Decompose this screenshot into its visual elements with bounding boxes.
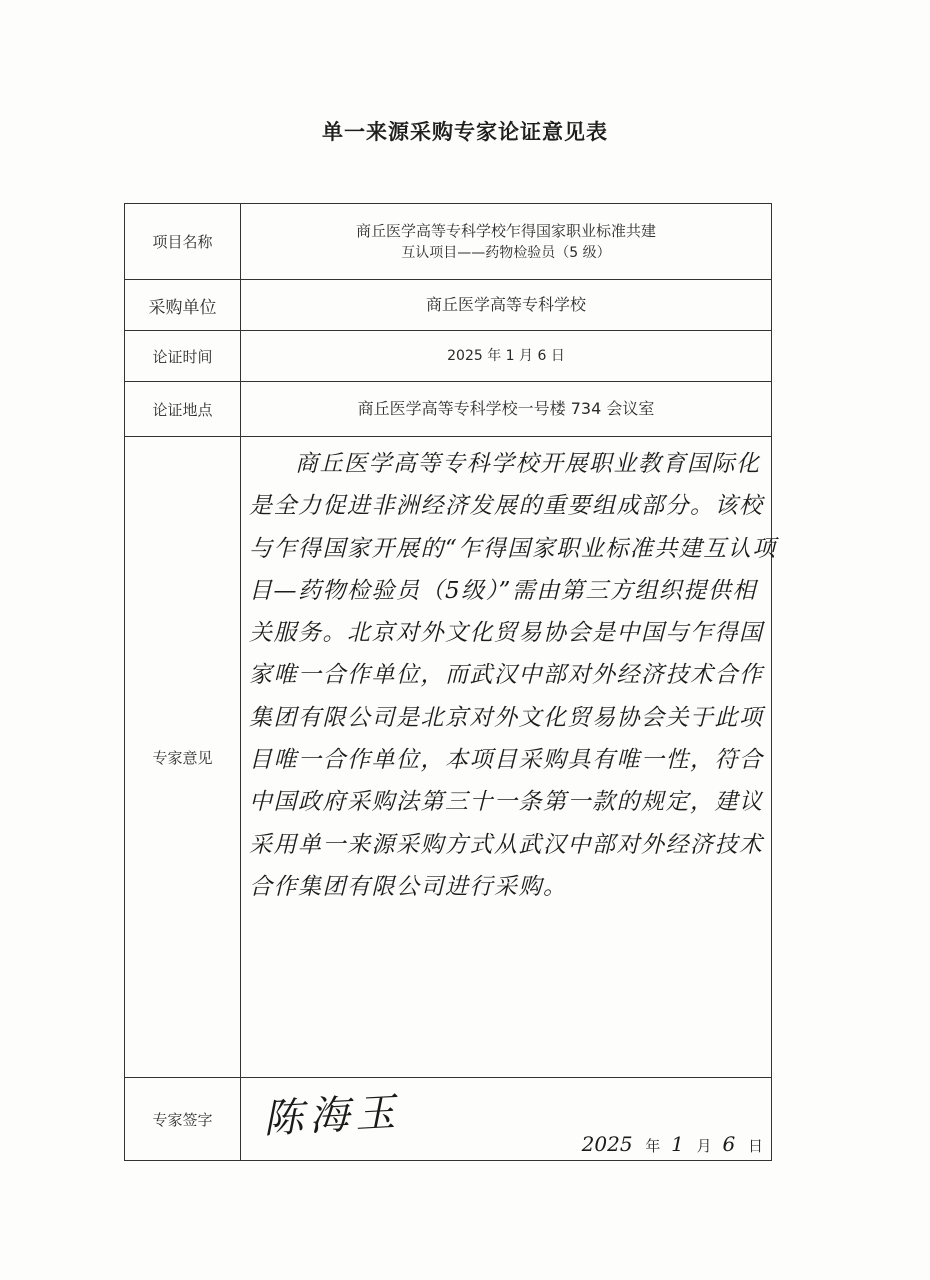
purchaser-label: 采购单位 [125,280,241,331]
project-name-line2: 互认项目——药物检验员（5 级） [401,244,611,261]
signature-date-day: 6 [722,1132,736,1156]
opinion-cell [241,437,777,1078]
signature-date [582,1132,763,1156]
table-row-time [125,331,772,382]
table-row-signature [125,1078,772,1161]
signature-cell [241,1078,772,1161]
signature-date-month-unit: 月 [696,1137,712,1155]
table-row-opinion [125,437,772,1078]
handwritten-signature: 陈海玉 [262,1089,403,1143]
project-name-value [241,204,772,280]
table-row-purchaser [125,280,772,331]
table-row-place [125,382,772,437]
expert-opinion-form [124,203,777,1161]
signature-date-year-unit: 年 [645,1137,661,1155]
time-label: 论证时间 [125,331,241,382]
signature-date-month: 1 [671,1132,684,1156]
signature-date-day-unit: 日 [747,1137,763,1155]
handwritten-opinion-text: 商丘医学高等专科学校开展职业教育国际化是全力促进非洲经济发展的重要组成部分。该校与乍得国家开展的“乍得国家职业标准共建互认项目—药物检验员（5级）”需由第三方组织提供相关服务。北京对外文化贸易协会是中国与乍得国家唯一合作单位，而武汉中部对外经济技术合作集团有限公司是北京对外文化贸易协会关于此项目唯一合作单位，本项目采购具有唯一性，符合中国政府采购法第三十一条第一款的规定，建议采用单一来源采购方式从武汉中部对外经济技术合作集团有限公司进行采购。 [249,451,777,900]
project-name-label: 项目名称 [125,204,241,280]
opinion-label: 专家意见 [125,437,241,1078]
project-name-line1: 商丘医学高等专科学校乍得国家职业标准共建 [355,221,656,240]
purchaser-value: 商丘医学高等专科学校 [241,280,772,331]
place-label: 论证地点 [125,382,241,437]
page-title: 单一来源采购专家论证意见表 [322,120,608,144]
time-value: 2025 年 1 月 6 日 [241,331,772,382]
signature-date-year: 2025 [581,1132,633,1156]
signature-label: 专家签字 [125,1078,241,1161]
table-row-project-name [125,204,772,280]
place-value: 商丘医学高等专科学校一号楼 734 会议室 [241,382,772,437]
